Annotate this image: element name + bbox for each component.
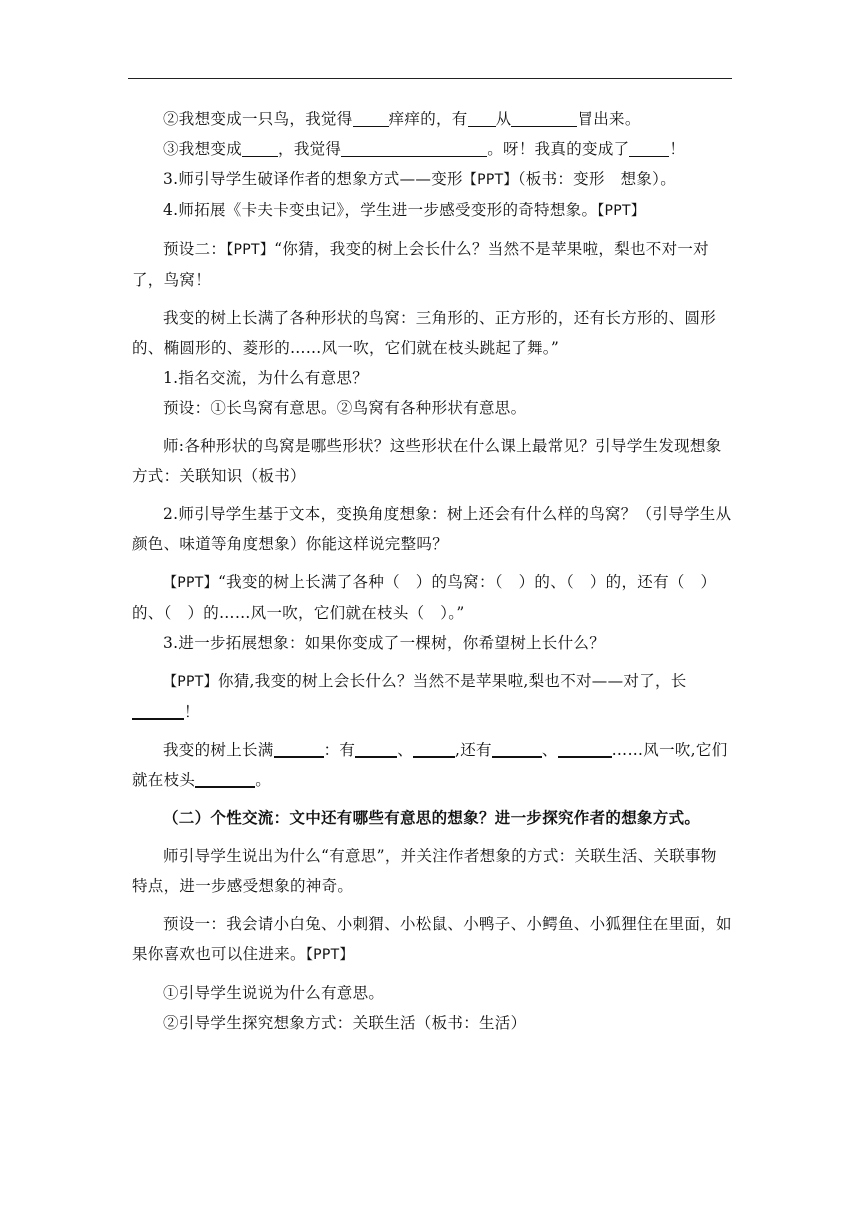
- paragraph-tree-fill: [132, 735, 732, 795]
- blank-line: [242, 138, 278, 157]
- header-rule: [128, 78, 732, 79]
- blank-line: [353, 108, 389, 127]
- text: ！: [184, 703, 200, 721]
- paragraph-exchange-1: 1.指名交流，为什么有意思？: [163, 369, 368, 387]
- paragraph-step-2: 2.师引导学生基于文本，变换角度想象：树上还会有什么样的鸟窝？（引导学生从颜色、味道等角度想象）你能这样说完整吗？: [132, 505, 732, 553]
- ppt-tag: 【PPT】: [597, 203, 646, 219]
- paragraph-item-2: ②引导学生探究想象方式：关联生活（板书：生活）: [163, 1014, 527, 1032]
- blank-line: [629, 138, 669, 157]
- text: 痒痒的，有: [388, 110, 468, 128]
- ppt-tag: 【PPT】: [462, 172, 518, 188]
- blank-line: [511, 108, 577, 127]
- text: 从: [495, 110, 512, 128]
- paragraph-step-4: [132, 195, 732, 226]
- blank-line: [355, 738, 397, 758]
- text: 预设一：我会请小白兔、小刺猬、小松鼠、小鸭子、小鳄鱼、小狐狸住在里面，如果你喜欢也可以住进来。: [132, 915, 732, 963]
- text: 4.师拓展《卡夫卡变虫记》，学生进一步感受变形的奇特想象。: [163, 201, 598, 219]
- text: （板书：变形 想象）。: [517, 170, 677, 188]
- paragraph-preset: 预设：①长鸟窝有意思。②鸟窝有各种形状有意思。: [163, 399, 527, 417]
- text: ③我想变成: [163, 140, 243, 158]
- text: ！: [669, 140, 686, 158]
- paragraph-nests: 我变的树上长满了各种形状的鸟窝：三角形的、正方形的，还有长方形的、圆形的、椭圆形的、菱形的……风一吹，它们就在枝头跳起了舞。”: [132, 309, 717, 357]
- ppt-tag: 【PPT】: [163, 674, 218, 690]
- blank-line: [558, 738, 612, 758]
- blank-line: [132, 700, 184, 720]
- paragraph-bird: [132, 104, 732, 134]
- text: 、: [541, 741, 558, 759]
- text: 冒出来。: [577, 110, 641, 128]
- ppt-tag: 【PPT】: [305, 947, 354, 963]
- text: 3.师引导学生破译作者的想象方式——变形: [163, 170, 463, 188]
- text: 。呀！我真的变成了: [487, 140, 630, 158]
- ppt-tag: 【PPT】: [163, 575, 218, 591]
- text: ……风一吹,它们就在枝头: [132, 741, 728, 789]
- paragraph-step-3: [132, 164, 732, 195]
- text: ②我想变成一只鸟，我觉得: [163, 110, 353, 128]
- ppt-tag: 【PPT】: [226, 242, 275, 258]
- section-heading: （二）个性交流：文中还有哪些有意思的想象？进一步探究作者的想象方式。: [163, 808, 701, 827]
- text: “我变的树上长满了各种（ ）的鸟窝：（ ）的、（ ）的，还有（ ）的、（ ）的……风一吹，它们就在枝头（ ）。”: [132, 573, 717, 622]
- text: “你猜，我变的树上会长什么？当然不是苹果啦，梨也不对一对了，鸟窝！: [132, 240, 709, 289]
- document-body: [132, 104, 732, 1038]
- text: ,还有: [455, 741, 492, 759]
- paragraph-ppt-guess: [132, 666, 732, 727]
- paragraph-preset-2: [132, 234, 732, 295]
- blank-line: [274, 738, 324, 758]
- paragraph-guide: 师引导学生说出为什么“有意思”，并关注作者想象的方式：关联生活、关联事物特点，进一步感受想象的神奇。: [132, 847, 717, 895]
- text: 你猜,我变的树上会长什么？当然不是苹果啦,梨也不对——对了，长: [217, 672, 687, 690]
- blank-line: [413, 738, 455, 758]
- paragraph-item-1: ①引导学生说说为什么有意思。: [163, 984, 385, 1002]
- blank-line: [341, 138, 487, 157]
- text: ：有: [323, 741, 356, 759]
- text: 、: [397, 741, 414, 759]
- text: ，我觉得: [278, 140, 342, 158]
- blank-line: [195, 768, 255, 788]
- paragraph-teacher: 师:各种形状的鸟窝是哪些形状？这些形状在什么课上最常见？引导学生发现想象方式：关联知识（板书）: [132, 437, 722, 485]
- paragraph-ppt-fill: [132, 567, 732, 628]
- text: 预设二：: [163, 240, 227, 258]
- paragraph-preset-1: [132, 909, 732, 970]
- paragraph-become: [132, 134, 732, 164]
- text: 我变的树上长满: [163, 741, 274, 759]
- blank-line: [492, 738, 542, 758]
- blank-line: [468, 108, 496, 127]
- paragraph-step-3b: 3.进一步拓展想象：如果你变成了一棵树，你希望树上长什么？: [163, 634, 605, 652]
- text: 。: [255, 771, 272, 789]
